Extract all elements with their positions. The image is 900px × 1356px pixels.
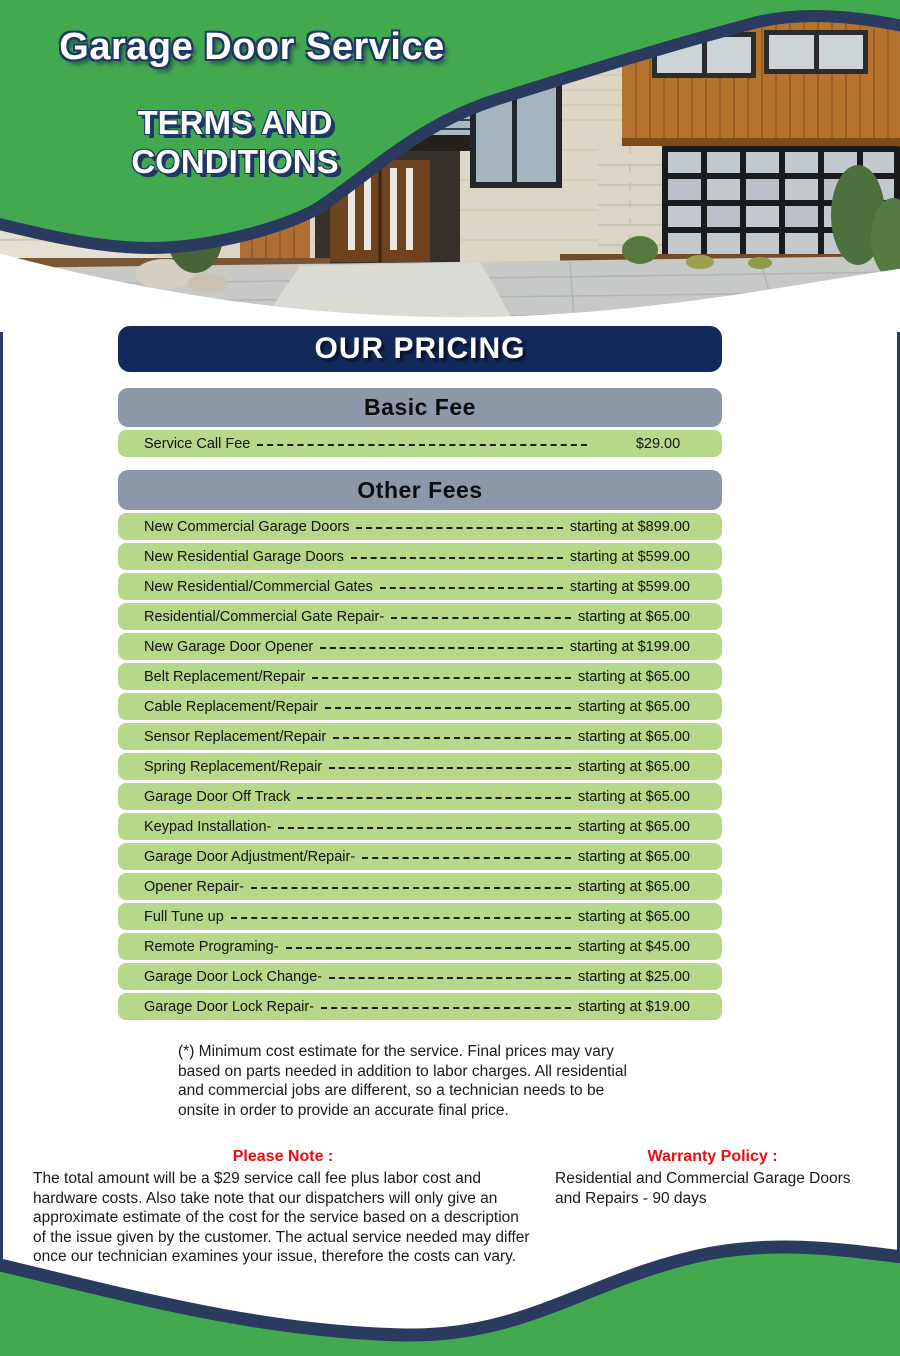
fee-price: starting at $19.00: [577, 998, 690, 1015]
dotted-leader: [312, 677, 571, 679]
fee-price: starting at $65.00: [577, 908, 690, 925]
dotted-leader: [251, 887, 571, 889]
fee-label: Belt Replacement/Repair: [144, 668, 306, 685]
fee-price: starting at $65.00: [577, 788, 690, 805]
warranty-policy-heading: Warranty Policy :: [647, 1148, 778, 1165]
fee-row: [118, 723, 722, 750]
fee-label: Keypad Installation-: [144, 818, 272, 835]
pricing-title: OUR PRICING: [314, 332, 526, 365]
dotted-leader: [329, 977, 571, 979]
fee-price: starting at $25.00: [577, 968, 690, 985]
fee-price: starting at $65.00: [577, 668, 690, 685]
pricing-title-bar: [118, 326, 722, 372]
basic-fee-heading: Basic Fee: [364, 394, 476, 420]
fee-price: starting at $899.00: [569, 518, 690, 535]
please-note-heading: Please Note :: [232, 1148, 334, 1165]
other-fees-rows: [118, 513, 722, 1023]
fee-row: [118, 693, 722, 720]
fee-price: starting at $599.00: [569, 578, 690, 595]
fee-label: Cable Replacement/Repair: [144, 698, 319, 715]
subtitle-line2: CONDITIONS: [131, 143, 339, 180]
fee-price: starting at $599.00: [569, 548, 690, 565]
fee-label: Sensor Replacement/Repair: [144, 728, 327, 745]
fee-price: starting at $65.00: [577, 848, 690, 865]
fee-label: New Residential Garage Doors: [144, 548, 344, 565]
basic-fee-header: [118, 388, 722, 427]
fee-label: Residential/Commercial Gate Repair-: [144, 608, 385, 625]
fee-row: [118, 843, 722, 870]
fee-row: [118, 783, 722, 810]
fee-label: Full Tune up: [144, 908, 224, 925]
dotted-leader: [391, 617, 571, 619]
warranty-policy-body: Residential and Commercial Garage Doors and Repairs - 90 days: [555, 1170, 851, 1207]
fee-price: $29.00: [635, 435, 681, 452]
fee-price: starting at $65.00: [577, 818, 690, 835]
dotted-leader: [297, 797, 571, 799]
fee-label: Opener Repair-: [144, 878, 244, 895]
dotted-leader: [286, 947, 571, 949]
basic-fee-rows: [118, 430, 722, 457]
fee-row: [118, 603, 722, 630]
other-fees-heading: Other Fees: [357, 476, 483, 503]
subtitle-line1: TERMS AND: [137, 104, 333, 141]
dotted-leader: [278, 827, 571, 829]
fee-price: starting at $199.00: [569, 638, 690, 655]
fee-row: [118, 963, 722, 990]
fee-row: [118, 430, 722, 457]
fee-label: Garage Door Off Track: [144, 788, 291, 805]
footer-wave: [0, 1236, 900, 1356]
header-banner: [0, 0, 900, 332]
other-fees-header: [118, 470, 722, 510]
dotted-leader: [351, 557, 563, 559]
page-title: Garage Door Service: [59, 26, 445, 68]
fee-label: Remote Programing-: [144, 938, 279, 955]
fee-label: Garage Door Lock Repair-: [144, 998, 315, 1015]
pricing-disclaimer: (*) Minimum cost estimate for the service. Final prices may vary based on parts needed in addition to labor charges. All residential and commercial jobs are different, so a technician needs to be onsite in order to provide an accurate final price.: [178, 1043, 627, 1119]
fee-price: starting at $65.00: [577, 698, 690, 715]
fee-price: starting at $65.00: [577, 728, 690, 745]
fee-price: starting at $65.00: [577, 758, 690, 775]
please-note-body: The total amount will be a $29 service call fee plus labor cost and hardware costs. Also take note that our dispatchers will only give an approximate estimate of the cost for the service based on a description of the issue given by the customer. The actual service needed may differ once our technician examines your issue, therefore the costs can vary.: [33, 1170, 530, 1265]
dotted-leader: [257, 444, 587, 446]
dotted-leader: [231, 917, 571, 919]
fee-label: New Garage Door Opener: [144, 638, 314, 655]
fee-price: starting at $65.00: [577, 608, 690, 625]
fee-label: Garage Door Lock Change-: [144, 968, 323, 985]
warranty-policy-block: [555, 1148, 870, 1208]
fee-label: Service Call Fee: [144, 435, 251, 452]
fee-label: New Commercial Garage Doors: [144, 518, 350, 535]
fee-price: starting at $65.00: [577, 878, 690, 895]
page-subtitle: [70, 103, 400, 181]
dotted-leader: [325, 707, 571, 709]
fee-row: [118, 663, 722, 690]
dotted-leader: [362, 857, 571, 859]
fee-label: Garage Door Adjustment/Repair-: [144, 848, 356, 865]
fee-row: [118, 513, 722, 540]
fee-row: [118, 933, 722, 960]
fee-label: New Residential/Commercial Gates: [144, 578, 373, 595]
dotted-leader: [329, 767, 571, 769]
fee-row: [118, 573, 722, 600]
fee-label: Spring Replacement/Repair: [144, 758, 323, 775]
fee-row: [118, 813, 722, 840]
fee-row: [118, 873, 722, 900]
dotted-leader: [380, 587, 563, 589]
fee-row: [118, 543, 722, 570]
fee-row: [118, 903, 722, 930]
dotted-leader: [333, 737, 571, 739]
fee-row: [118, 993, 722, 1020]
fee-row: [118, 753, 722, 780]
dotted-leader: [356, 527, 562, 529]
fee-row: [118, 633, 722, 660]
fee-price: starting at $45.00: [577, 938, 690, 955]
dotted-leader: [320, 647, 563, 649]
dotted-leader: [321, 1007, 571, 1009]
